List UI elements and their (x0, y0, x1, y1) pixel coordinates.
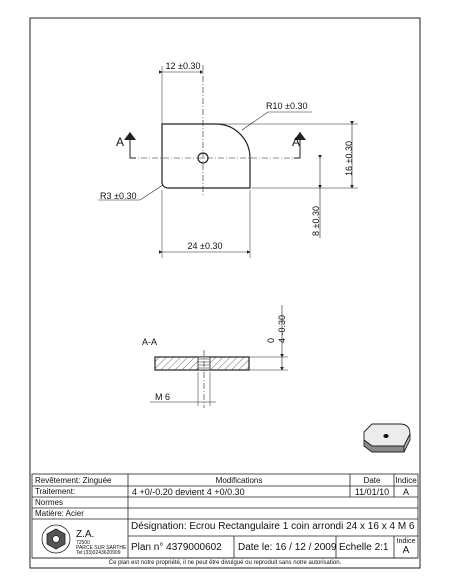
company-city: PARCE SUR SARTHE (76, 545, 127, 551)
modification-date: 11/01/10 (354, 487, 390, 497)
modifications-header: Modifications (215, 476, 263, 485)
plan-number: Plan n° 4379000602 (131, 542, 222, 553)
dim-m6: M 6 (155, 392, 171, 402)
section-title: A-A (142, 337, 158, 347)
company-postcode: 72500 (76, 540, 90, 546)
date-header: Date (363, 476, 381, 485)
indice-header: Indice (395, 476, 417, 485)
sheet-frame (30, 18, 420, 568)
dim-thickness: 0 4 -0.30 (266, 314, 287, 343)
company-name: Z.A. (76, 529, 95, 540)
drawing-scale: Echelle 2:1 (339, 542, 389, 553)
isometric-view (364, 424, 410, 452)
footer-notice: Ce plan est notre propriété, il ne peut être divulgué ou reproduit sans notre autorisation. (108, 560, 342, 566)
company-phone: Tel:(33)0243620909 (76, 550, 121, 556)
indice-label: Indice (396, 538, 416, 545)
dim-12: 12 ±0.30 (165, 61, 201, 71)
indice-value: A (402, 545, 410, 556)
matiere-label: Matière: Acier (35, 509, 84, 518)
company-logo (42, 525, 70, 553)
revetement-label: Revêtement: Zinguée (35, 476, 112, 485)
dim-16: 16 ±0.30 (344, 141, 354, 176)
drawing-date: Date le: 16 / 12 / 2009 (238, 542, 337, 553)
dim-24: 24 ±0.30 (187, 241, 223, 251)
section-letter-left: A (116, 135, 125, 149)
modification-indice: A (402, 487, 409, 497)
section-arrow-left (124, 132, 136, 140)
dim-r3: R3 ±0.30 (100, 191, 137, 201)
leader-r10 (242, 112, 312, 130)
dim-8: 8 ±0.30 (311, 206, 321, 236)
iso-hole (383, 434, 388, 438)
dim-r10: R10 ±0.30 (266, 101, 308, 111)
part-outline (162, 124, 250, 188)
normes-label: Normes (35, 498, 64, 507)
modification-entry: 4 +0/-0.20 devient 4 +0/0.30 (132, 487, 245, 497)
designation: Désignation: Ecrou Rectangulaire 1 coin arrondi 24 x 16 x 4 M 6 (131, 521, 415, 532)
traitement-label: Traitement: (35, 487, 76, 496)
section-letter-right: A (292, 135, 301, 149)
